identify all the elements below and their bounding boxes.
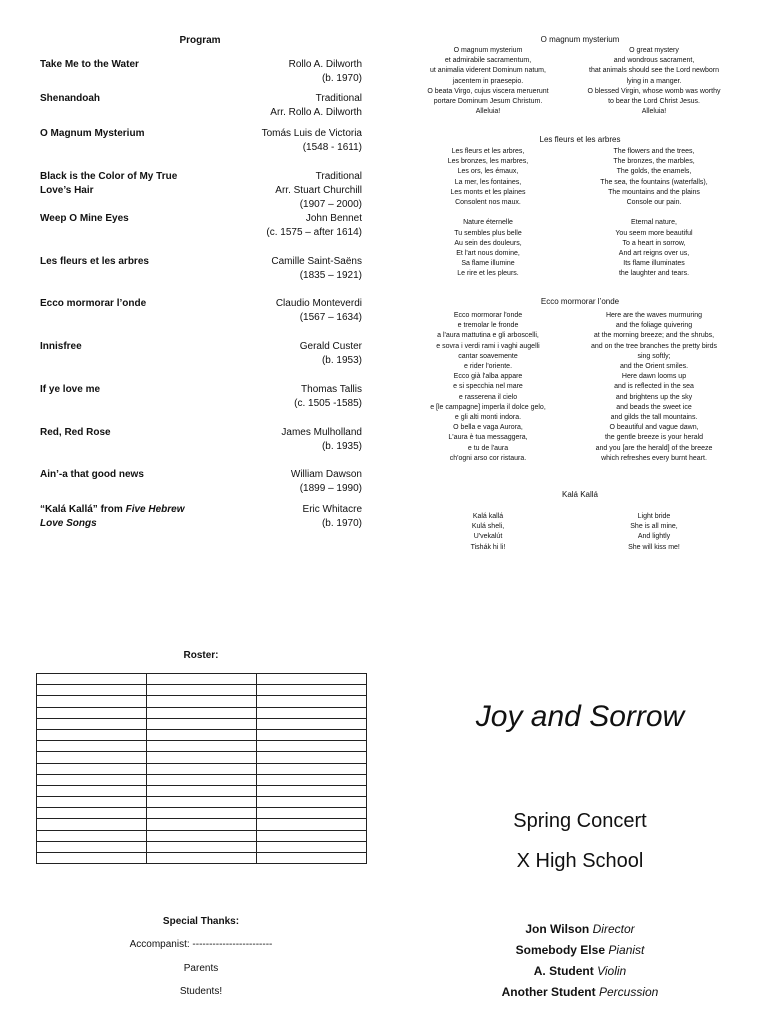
program-item-composer [192,426,362,454]
text-line: O magnum mysterium [453,47,523,54]
composer-line: Arr. Rollo A. Dilworth [270,107,362,118]
text-line: et admirabile sacramentum, [444,57,532,65]
roster-cell[interactable] [257,853,367,864]
composer-line: (1548 - 1611) [302,142,362,153]
concert-subtitle: Spring Concert [513,810,647,832]
roster-cell[interactable] [257,685,367,696]
program-item-title: O Magnum Mysterium [40,128,145,139]
program-item-composer [192,340,362,368]
text-line [398,208,578,218]
text-line: O beata Virgo, cujus viscera meruerunt [427,87,549,95]
composer-line: (1835 – 1921) [299,270,362,281]
roster-cell[interactable] [147,819,257,830]
text-line: at the morning breeze; and the shrubs, [593,332,715,340]
text-line: La mer, les fontaines, [454,178,522,186]
program-item-composer [192,92,362,120]
composer-line: Traditional [315,93,362,104]
text-column-translation [564,46,744,117]
roster-cell[interactable] [147,707,257,718]
text-line: Alleluia! [641,108,667,116]
roster-cell[interactable] [37,785,147,796]
text-line: Tishák hi li! [470,543,506,551]
text-line: The bronzes, the marbles, [613,158,695,166]
program-item-title: Shenandoah [40,93,101,104]
roster-cell[interactable] [37,674,147,685]
special-thanks-title: Special Thanks: [162,916,240,927]
composer-line: John Bennet [305,213,362,224]
text-line: O blessed Virgin, whose womb was worthy [587,87,721,95]
program-item-composer [192,468,362,496]
program-item-composer [192,212,362,240]
text-column-translation [564,147,744,280]
program-item-composer [192,503,362,531]
roster-cell[interactable] [257,718,367,729]
text-line: a l'aura mattutina e gli arboscelli, [437,332,539,340]
accompanist-line: Accompanist: ------------------------ [129,939,273,950]
roster-cell[interactable] [147,741,257,752]
staff-line [400,922,760,936]
roster-cell[interactable] [37,718,147,729]
roster-row [37,741,367,752]
roster-cell[interactable] [37,841,147,852]
text-line: to bear the Lord Christ Jesus. [608,98,700,106]
text-line: sing softly; [637,352,671,360]
roster-cell[interactable] [37,752,147,763]
roster-cell[interactable] [37,853,147,864]
roster-cell[interactable] [37,830,147,841]
text-column-original [398,147,578,280]
program-item-title: Ecco mormorar l’onde [40,298,147,309]
roster-cell[interactable] [257,819,367,830]
text-line: and the foliage quivering [615,322,693,330]
text-line: The sea, the fountains (waterfalls), [600,178,708,186]
text-line: Alleluia! [475,108,501,116]
roster-cell[interactable] [257,841,367,852]
text-column-original [398,512,578,553]
text-line: The flowers and the trees, [613,148,695,155]
text-column-translation [564,512,744,553]
roster-cell[interactable] [257,752,367,763]
roster-row [37,797,367,808]
program-item-composer [192,127,362,155]
roster-cell[interactable] [257,808,367,819]
text-line: Les monts et les plaines [450,188,526,196]
roster-row [37,674,367,685]
text-line: Console our pain. [626,199,682,207]
staff-role: Director [592,922,635,936]
roster-row [37,729,367,740]
text-line: She is all mine, [630,523,678,531]
roster-cell[interactable] [257,707,367,718]
roster-cell[interactable] [147,763,257,774]
text-section-title: O magnum mysterium [540,35,620,44]
staff-name: A. Student [533,964,594,978]
roster-cell[interactable] [37,763,147,774]
composer-line: (b. 1970) [321,518,362,529]
text-line: e rider l'oriente. [463,363,513,371]
text-line: You seem more beautiful [615,229,693,237]
composer-line: Claudio Monteverdi [275,298,362,309]
staff-name: Another Student [501,985,596,999]
text-column-original [398,46,578,117]
roster-cell[interactable] [257,797,367,808]
text-line: Sa flame illumine [461,260,515,268]
text-section-title: Les fleurs et les arbres [539,135,621,144]
text-line: and you [are the herald] of the breeze [595,444,713,452]
text-line: The mountains and the plains [608,188,700,196]
text-line: e sovra i verdi rami i vaghi augelli [436,342,540,350]
roster-cell[interactable] [37,707,147,718]
composer-line: Tomás Luis de Victoria [261,128,362,139]
roster-row [37,785,367,796]
roster-cell[interactable] [257,774,367,785]
text-line: Nature éternelle [463,219,513,227]
staff-line [400,943,760,957]
text-line: ch'ogni arso cor ristaura. [449,454,527,462]
thanks-parents: Parents [183,963,219,974]
composer-line: Camille Saint-Saëns [271,256,362,267]
text-line: Ecco mormorar l'onde [453,312,523,319]
text-line: and is reflected in the sea [614,383,694,391]
text-line: Its flame illuminates [623,260,685,268]
program-item-composer [192,58,362,86]
roster-row [37,685,367,696]
composer-line: Traditional [315,171,362,182]
text-line: cantar soavemente [458,352,518,360]
roster-cell[interactable] [147,718,257,729]
roster-cell[interactable] [147,841,257,852]
roster-cell[interactable] [147,674,257,685]
program-item-title: Red, Red Rose [40,427,111,438]
text-line: which refreshes every burnt heart. [601,454,707,462]
program-item-title: Black is the Color of My True Love’s Hair [40,171,178,196]
text-line: To a heart in sorrow, [622,239,686,247]
composer-line: (c. 1575 – after 1614) [266,227,362,238]
program-item-title: Innisfree [40,341,82,352]
text-line: Light bride [637,513,671,520]
text-line: jacentem in praesepio. [452,77,524,85]
text-column-translation [564,311,744,464]
roster-row [37,774,367,785]
program-item-composer [192,297,362,325]
roster-row [37,853,367,864]
text-line: The golds, the enamels, [616,168,692,176]
staff-line [400,964,760,978]
text-section-title: Kalá Kallá [561,490,599,499]
text-column-original [398,311,578,464]
text-line: U'vekalút [473,533,503,541]
text-line: e tu de l'aura [467,444,509,452]
composer-line: (c. 1505 -1585) [294,398,362,409]
composer-line: Arr. Stuart Churchill [275,185,362,196]
roster-cell[interactable] [147,797,257,808]
text-line: portare Dominum Jesum Christum. [433,98,543,106]
text-line: Ecco già l'alba appare [453,373,523,381]
text-section-title: Ecco mormorar l’onde [540,297,620,306]
roster-cell[interactable] [147,752,257,763]
staff-role: Violin [597,964,627,978]
roster-row [37,707,367,718]
roster-cell[interactable] [257,674,367,685]
roster-row [37,752,367,763]
text-line: e tremolar le fronde [457,322,519,330]
roster-cell[interactable] [37,808,147,819]
text-line: O great mystery [629,47,679,54]
roster-row [37,696,367,707]
roster-title: Roster: [183,650,219,661]
composer-line: (b. 1970) [321,73,362,84]
staff-role: Pianist [608,943,645,957]
roster-cell[interactable] [147,774,257,785]
composer-line: (1567 – 1634) [299,312,362,323]
roster-row [37,830,367,841]
roster-row [37,841,367,852]
text-line: O bella e vaga Aurora, [453,424,523,432]
roster-cell[interactable] [147,853,257,864]
text-line: e gli alti monti indora. [454,414,522,422]
composer-line: (1899 – 1990) [299,483,362,494]
concert-title: Joy and Sorrow [475,700,685,733]
text-line: Et l'art nous domine, [456,250,520,258]
text-line: Consolent nos maux. [455,199,521,207]
staff-name: Jon Wilson [525,922,590,936]
text-line: the laughter and tears. [618,270,690,278]
text-line: Kalá kallá [472,513,504,520]
text-line [564,208,744,218]
program-item-title: If ye love me [40,384,101,395]
roster-cell[interactable] [257,763,367,774]
text-line: Here are the waves murmuring [605,312,703,319]
roster-cell[interactable] [257,830,367,841]
program-item-title: Weep O Mine Eyes [40,213,129,224]
text-line: Les ors, les émaux, [457,168,519,176]
roster-row [37,763,367,774]
text-line: and on the tree branches the pretty birds [590,342,718,350]
composer-line: James Mulholland [281,427,362,438]
text-line: Kulá sheli, [471,523,505,531]
program-title: Program [179,35,221,46]
text-line: e si specchia nel mare [453,383,523,391]
text-line: O beautiful and vague dawn, [609,424,699,432]
text-line: Les bronzes, les marbres, [447,158,529,166]
roster-cell[interactable] [37,819,147,830]
roster-cell[interactable] [37,774,147,785]
text-line: And lightly [637,533,671,541]
roster-cell[interactable] [257,729,367,740]
roster-row [37,819,367,830]
staff-role: Percussion [598,985,659,999]
text-line: Here dawn looms up [621,373,687,381]
composer-line: (b. 1953) [321,355,362,366]
composer-line: Thomas Tallis [301,384,362,395]
text-line: And art reigns over us, [618,250,690,258]
text-line: e [le campagne] imperla il dolce gelo, [430,403,546,411]
school-name: X High School [516,850,644,872]
text-line: e rasserena il cielo [458,393,518,401]
program-item-title: Take Me to the Water [40,59,139,70]
text-line: Au sein des douleurs, [454,239,522,247]
composer-line: (b. 1935) [321,441,362,452]
program-item-title: “Kalá Kallá” from Five Hebrew Love Songs [40,504,185,529]
roster-cell[interactable] [37,685,147,696]
composer-line: William Dawson [290,469,362,480]
roster-cell[interactable] [147,830,257,841]
text-line: that animals should see the Lord newborn [589,67,719,75]
program-item-title-italic: Five Hebrew Love Songs [40,504,185,529]
composer-line: Eric Whitacre [302,504,362,515]
text-line: and beads the sweet ice [616,403,692,411]
roster-cell[interactable] [147,808,257,819]
roster-cell[interactable] [147,685,257,696]
text-line: L'aura è tua messaggera, [448,434,528,442]
roster-cell[interactable] [37,741,147,752]
text-line: Tu sembles plus belle [454,229,522,237]
roster-cell[interactable] [257,785,367,796]
text-line: and wondrous sacrament, [613,57,695,65]
program-item-composer [192,255,362,283]
program-item-composer [192,383,362,411]
text-line: lying in a manger. [626,77,682,85]
text-line: ut animalia viderent Dominum natum, [430,67,546,75]
text-line: and brightens up the sky [615,393,693,401]
text-line: Eternal nature, [631,219,677,227]
program-item-title: Les fleurs et les arbres [40,256,149,267]
text-line: the gentle breeze is your herald [604,434,704,442]
text-line: Le rire et les pleurs. [457,270,519,278]
roster-cell[interactable] [37,696,147,707]
thanks-students: Students! [179,986,223,997]
text-line: She will kiss me! [628,543,680,551]
composer-line: Rollo A. Dilworth [288,59,362,70]
roster-cell[interactable] [37,729,147,740]
roster-cell[interactable] [257,741,367,752]
roster-table [36,673,367,864]
text-line: and gilds the tall mountains. [610,414,698,422]
roster-row [37,718,367,729]
roster-cell[interactable] [37,797,147,808]
roster-cell[interactable] [147,696,257,707]
roster-row [37,808,367,819]
staff-line [400,985,760,999]
roster-cell[interactable] [147,729,257,740]
roster-cell[interactable] [257,696,367,707]
staff-name: Somebody Else [515,943,605,957]
text-line: Les fleurs et les arbres, [451,148,525,155]
composer-line: (1907 – 2000) [299,199,362,210]
text-line: and the Orient smiles. [619,363,689,371]
program-item-title: Ain’-a that good news [40,469,144,480]
program-item-composer [192,170,362,212]
roster-cell[interactable] [147,785,257,796]
composer-line: Gerald Custer [299,341,362,352]
